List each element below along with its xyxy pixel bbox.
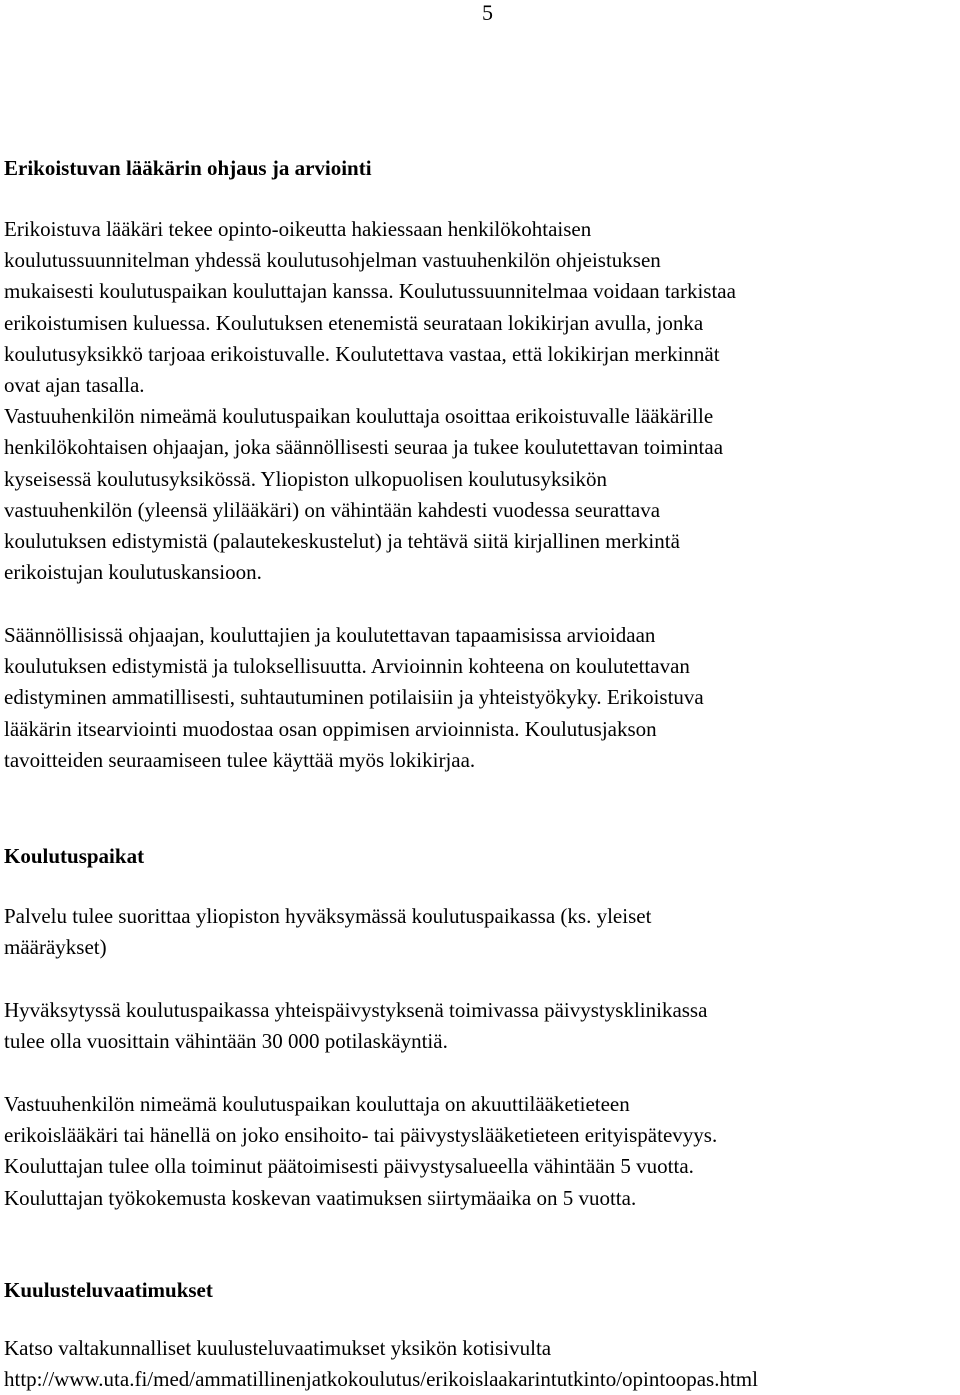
text-line: erikoistujan koulutuskansioon. [4,560,262,585]
text-line: ovat ajan tasalla. [4,372,145,397]
text-line: Vastuuhenkilön nimeämä koulutuspaikan kouluttaja on akuuttilääketieteen [4,1092,630,1116]
paragraph-ohjaus-2 [4,620,956,776]
text-line: edistyminen ammatillisesti, suhtautuminen potilaisiin ja yhteistyökyky. Erikoistuva [4,685,704,710]
text-line: Kouluttajan työkokemusta koskevan vaatimuksen siirtymäaika on 5 vuotta. [4,1185,637,1210]
page-number: 5 [482,0,493,25]
text-line: erikoislääkäri tai hänellä on joko ensihoito- tai päivystyslääketieteen erityispätevyys. [4,1123,718,1148]
text-line: mukaisesti koulutuspaikan kouluttajan kanssa. Koulutussuunnitelmaa voidaan tarkistaa [4,279,736,304]
url-link[interactable]: http://www.uta.fi/med/ammatillinenjatkokoulutus/erikoislaakarintutkinto/opintoopas.html [4,1367,758,1392]
text-line: henkilökohtaisen ohjaajan, joka säännöllisesti seuraa ja tukee koulutettavan toimintaa [4,435,724,460]
text-line: koulutuksen edistymistä ja tuloksellisuutta. Arvioinnin kohteena on koulutettavan [4,654,690,679]
text-line: määräykset) [4,935,107,960]
text-line: Hyväksytyssä koulutuspaikassa yhteispäivystyksenä toimivassa päivystysklinikassa [4,998,708,1022]
heading-kuulusteluvaatimukset: Kuulusteluvaatimukset [4,1278,213,1302]
paragraph-kuulustelu-1 [4,1333,956,1395]
heading-koulutuspaikat: Koulutuspaikat [4,844,145,868]
text-line: Erikoistuva lääkäri tekee opinto-oikeutta hakiessaan henkilökohtaisen [4,217,592,241]
text-line: Vastuuhenkilön nimeämä koulutuspaikan kouluttaja osoittaa erikoistuvalle lääkärille [4,404,714,429]
paragraph-koulutuspaikat-3 [4,1089,956,1214]
text-line: koulutusyksikkö tarjoaa erikoistuvalle. Koulutettava vastaa, että lokikirjan merkinnät [4,341,720,366]
text-line: Katso valtakunnalliset kuulusteluvaatimukset yksikön kotisivulta [4,1336,552,1360]
text-line: koulutussuunnitelman yhdessä koulutusohjelman vastuuhenkilön ohjeistuksen [4,248,661,273]
text-line: tavoitteiden seuraamiseen tulee käyttää myös lokikirjaa. [4,747,476,772]
text-line: koulutuksen edistymistä (palautekeskustelut) ja tehtävä siitä kirjallinen merkintä [4,528,680,553]
paragraph-koulutuspaikat-2 [4,995,956,1057]
text-line: lääkärin itsearviointi muodostaa osan oppimisen arvioinnista. Koulutusjakson [4,716,657,741]
text-line: Kouluttajan tulee olla toiminut päätoimisesti päivystysalueella vähintään 5 vuotta. [4,1154,694,1179]
text-line: Säännöllisissä ohjaajan, kouluttajien ja koulutettavan tapaamisissa arvioidaan [4,623,656,647]
paragraph-koulutuspaikat-1 [4,901,956,963]
text-line: erikoistumisen kuluessa. Koulutuksen etenemistä seurataan lokikirjan avulla, jonka [4,310,704,335]
heading-ohjaus-ja-arviointi: Erikoistuvan lääkärin ohjaus ja arviointi [4,156,372,180]
text-line: Palvelu tulee suorittaa yliopiston hyväksymässä koulutuspaikassa (ks. yleiset [4,904,652,928]
text-line: vastuuhenkilön (yleensä ylilääkäri) on vähintään kahdesti vuodessa seurattava [4,497,661,522]
text-line: kyseisessä koulutusyksikössä. Yliopiston ulkopuolisen koulutusyksikön [4,466,607,491]
paragraph-ohjaus-1 [4,214,956,588]
text-line: tulee olla vuosittain vähintään 30 000 potilaskäyntiä. [4,1029,448,1054]
